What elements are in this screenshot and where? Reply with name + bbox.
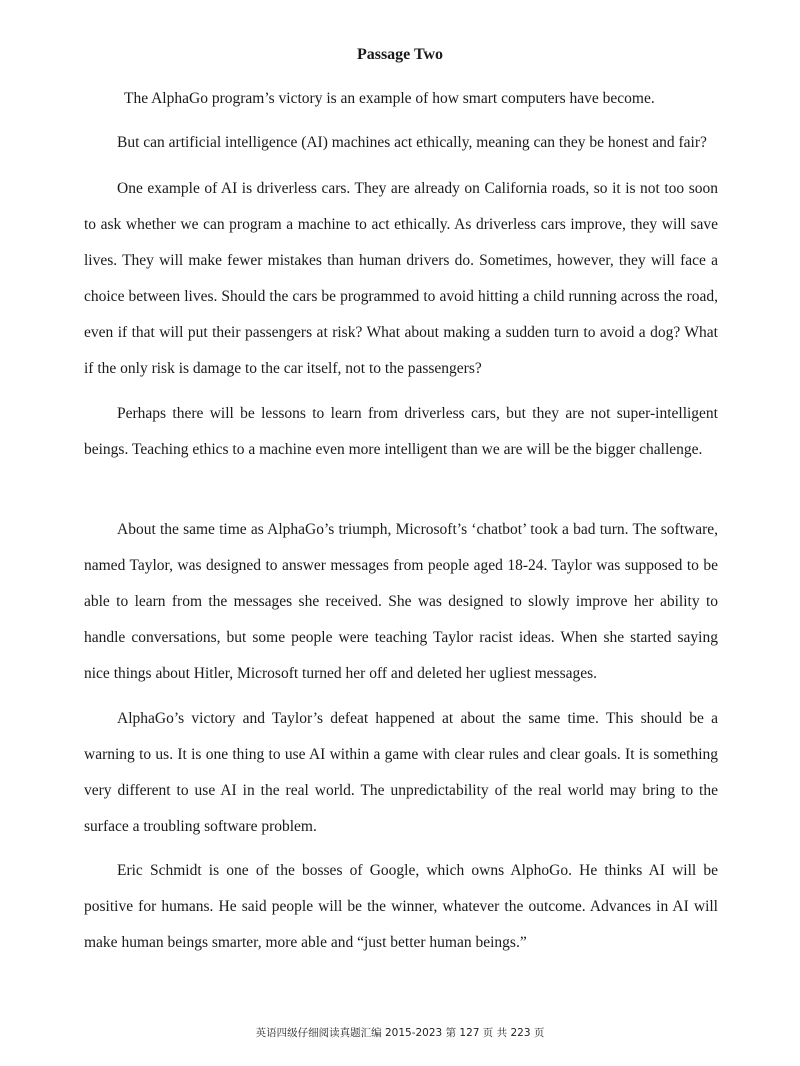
paragraph-text: AlphaGo’s victory and Taylor’s defeat happened at about the same time. This should be a warning to us. It is one thing to use AI within a game with clear rules and clear goals. It is something very different to use AI in the real world. The unpredictability of the real world may bring to the surface a troubling software problem. [84,710,718,835]
paragraph-6 [84,701,718,845]
paragraph-7 [84,853,718,961]
paragraph-text: Eric Schmidt is one of the bosses of Google, which owns AlphoGo. He thinks AI will be positive for humans. He said people will be the winner, whatever the outcome. Advances in AI will make human beings smarter, more able and “just better human beings.” [84,862,718,951]
paragraph-4 [84,396,718,468]
paragraph-3 [84,171,718,387]
paragraph-5 [84,512,718,692]
paragraph-text: The AlphaGo program’s victory is an example of how smart computers have become. [124,90,655,107]
paragraph-text: Perhaps there will be lessons to learn from driverless cars, but they are not super-intelligent beings. Teaching ethics to a machine even more intelligent than we are will be the bigger challenge. [84,405,718,458]
paragraph-text: But can artificial intelligence (AI) machines act ethically, meaning can they be honest and fair? [117,134,707,151]
passage-title: Passage Two [356,46,444,63]
paragraph-text: About the same time as AlphaGo’s triumph, Microsoft’s ‘chatbot’ took a bad turn. The software, named Taylor, was designed to answer messages from people aged 18-24. Taylor was supposed to be able to learn from the messages she received. She was designed to slowly improve her ability to handle conversations, but some people were teaching Taylor racist ideas. When she started saying nice things about Hitler, Microsoft turned her off and deleted her ugliest messages. [84,521,718,682]
paragraph-2 [84,130,718,156]
page-footer [0,1026,800,1040]
paragraph-text: One example of AI is driverless cars. They are already on California roads, so it is not too soon to ask whether we can program a machine to act ethically. As driverless cars improve, they will save lives. They will make fewer mistakes than human drivers do. Sometimes, however, they will face a choice between lives. Should the cars be programmed to avoid hitting a child running across the road, even if that will put their passengers at risk? What about making a sudden turn to avoid a dog? What if the only risk is damage to the car itself, not to the passengers? [84,180,718,377]
paragraph-1 [84,86,718,112]
footer-text: 英语四级仔细阅读真题汇编 2015-2023 第 127 页 共 223 页 [255,1027,545,1039]
